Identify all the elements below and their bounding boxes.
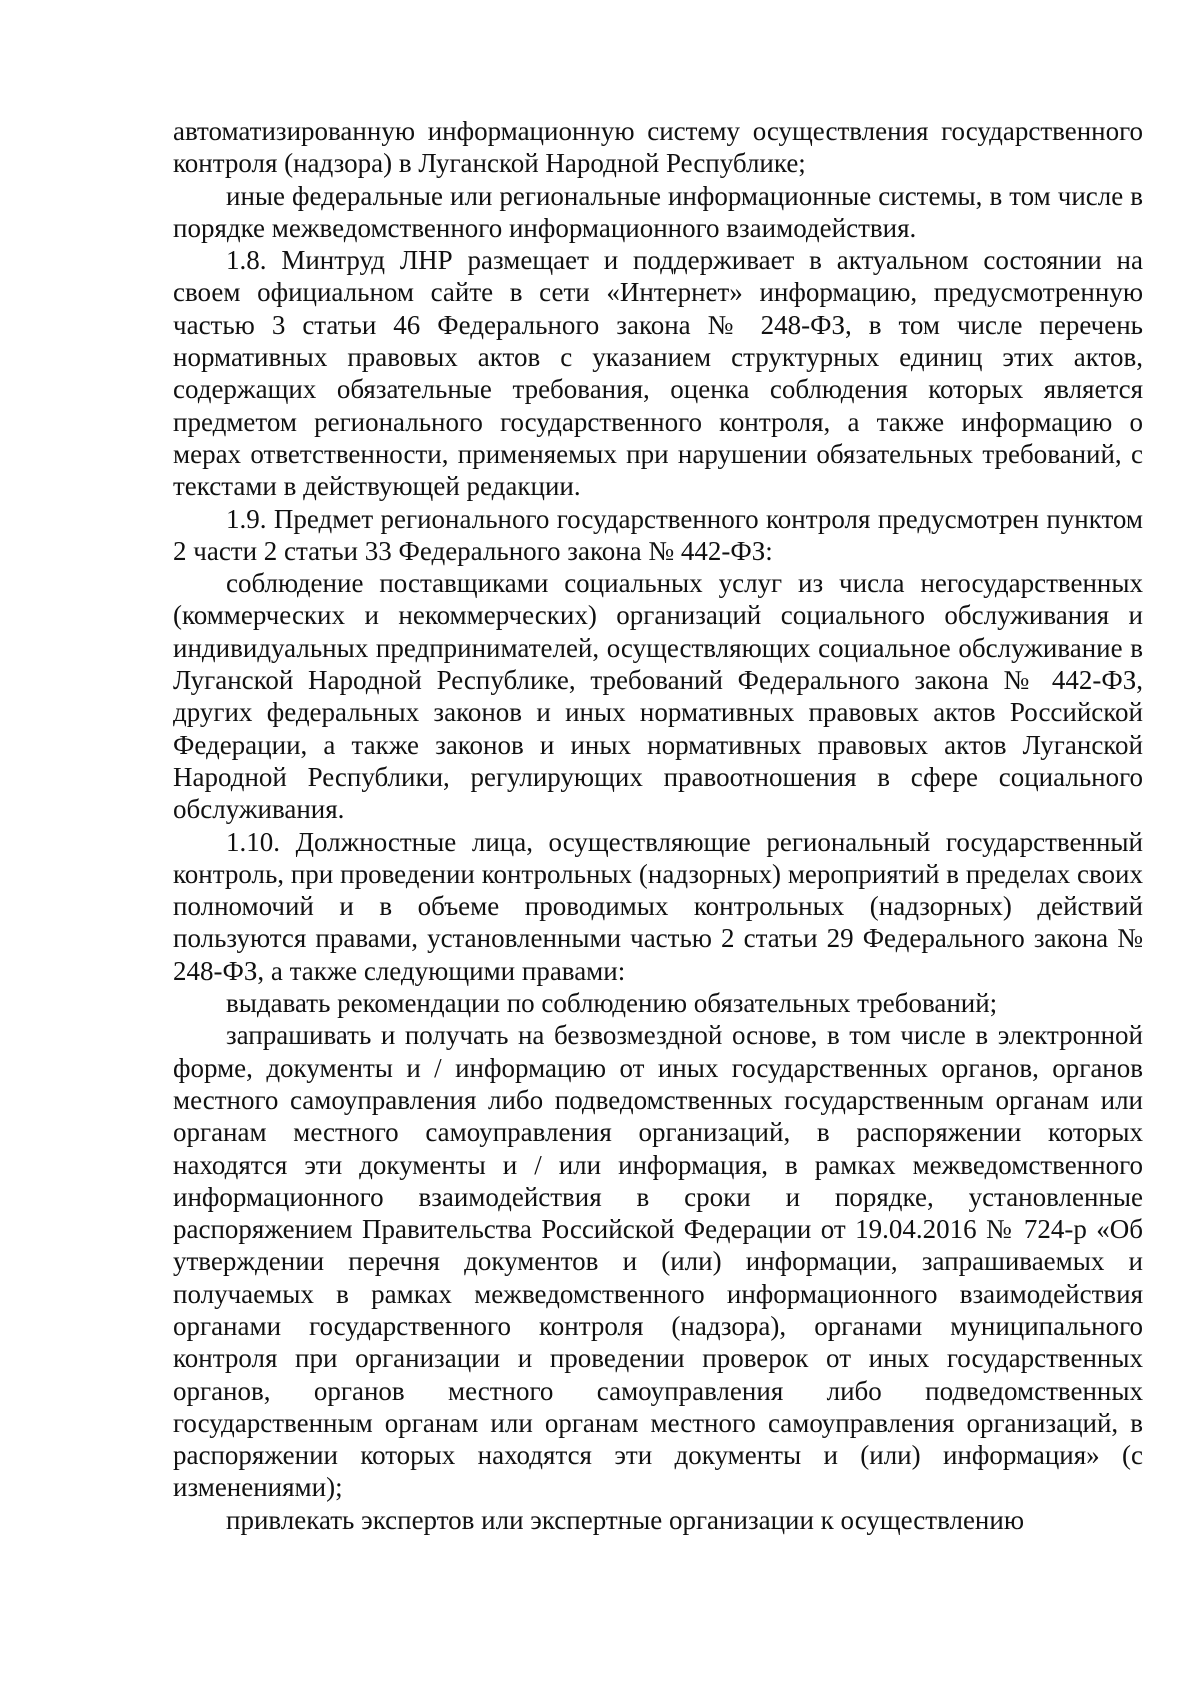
paragraph-1-10: 1.10. Должностные лица, осуществляющие региональный государственный контроль, при проведении контрольных (надзорных) мероприятий в пределах своих полномочий и в объеме проводимых контрольных (надзорных) действий пользуются правами, установленными частью 2 статьи 29 Федерального закона № 248-ФЗ, а также следующими правами: [173, 826, 1143, 986]
document-body [173, 115, 1143, 1536]
paragraph-request-documents-item: запрашивать и получать на безвозмездной основе, в том числе в электронной форме, документы и / информацию от иных государственных органов, органов местного самоуправления либо подведомственных государственным органам или органам местного самоуправления организаций, в распоряжении которых находятся эти документы и / или информация, в рамках межведомственного информационного взаимодействия в сроки и порядке, установленные распоряжением Правительства Российской Федерации от 19.04.2016 № 724-р «Об утверждении перечня документов и (или) информации, запрашиваемых и получаемых в рамках межведомственного информационного взаимодействия органами государственного контроля (надзора), органами муниципального контроля при организации и проведении проверок от иных государственных органов, органов местного самоуправления либо подведомственных государственным органам или органам местного самоуправления организаций, в распоряжении которых находятся эти документы и (или) информация» (с изменениями); [173, 1020, 1143, 1503]
paragraph-ais-item: автоматизированную информационную систему осуществления государственного контроля (надзора) в Луганской Народной Республике; [173, 116, 1143, 179]
paragraph-experts-item: привлекать экспертов или экспертные организации к осуществлению [226, 1504, 1025, 1535]
paragraph-1-8: 1.8. Минтруд ЛНР размещает и поддерживает в актуальном состоянии на своем официальном сайте в сети «Интернет» информацию, предусмотренную частью 3 статьи 46 Федерального закона № 248-ФЗ, в том числе перечень нормативных правовых актов с указанием структурных единиц этих актов, содержащих обязательные требования, оценка соблюдения которых является предметом регионального государственного контроля, а также информацию о мерах ответственности, применяемых при нарушении обязательных требований, с текстами в действующей редакции. [173, 245, 1143, 502]
paragraph-recommendations-item: выдавать рекомендации по соблюдению обязательных требований; [226, 988, 998, 1019]
paragraph-1-9: 1.9. Предмет регионального государственного контроля предусмотрен пунктом 2 части 2 статьи 33 Федерального закона № 442-ФЗ: [173, 503, 1143, 566]
paragraph-control-subject: соблюдение поставщиками социальных услуг из числа негосударственных (коммерческих и некоммерческих) организаций социального обслуживания и индивидуальных предпринимателей, осуществляющих социальное обслуживание в Луганской Народной Республике, требований Федерального закона № 442-ФЗ, других федеральных законов и иных нормативных правовых актов Российской Федерации, а также законов и иных нормативных правовых актов Луганской Народной Республики, регулирующих правоотношения в сфере социального обслуживания. [173, 568, 1143, 825]
paragraph-other-systems-item: иные федеральные или региональные информационные системы, в том числе в порядке межведомственного информационного взаимодействия. [173, 180, 1143, 243]
